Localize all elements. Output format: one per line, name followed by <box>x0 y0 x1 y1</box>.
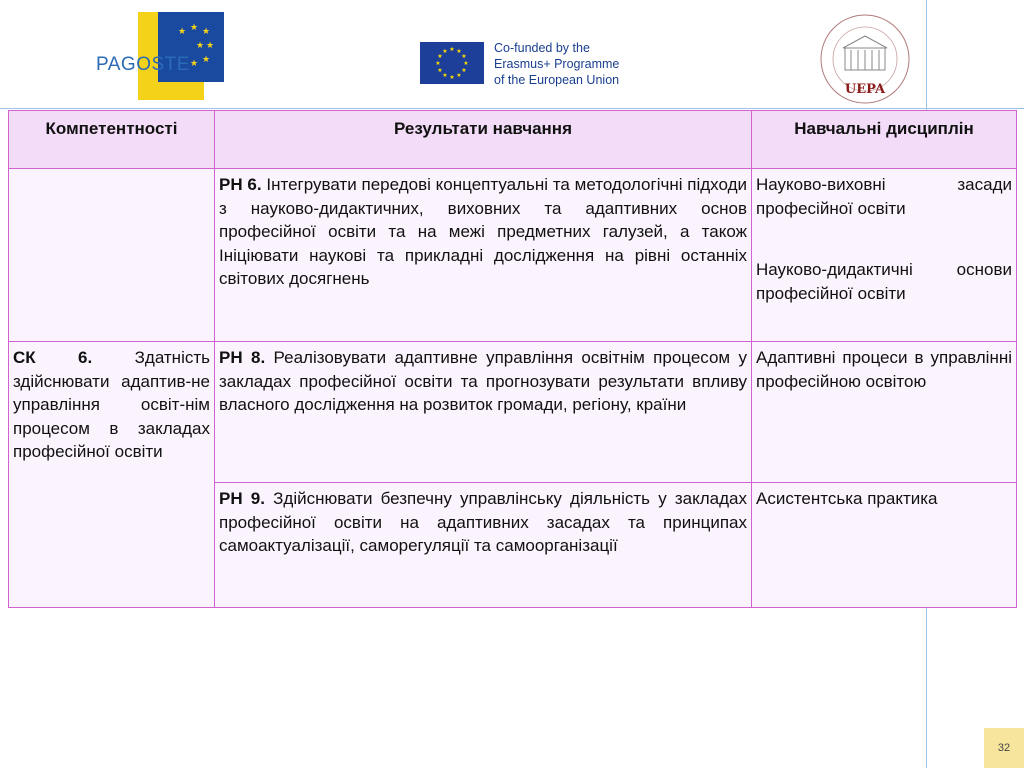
svg-text:★: ★ <box>442 48 448 55</box>
svg-text:★: ★ <box>206 41 215 51</box>
outcome-text: Інтегрувати передові концептуальні та методологічні підходи з науково-дидактичних, виховних та адаптивних основ професійної освіти та на межі предметних галузей, а також Ініціювати наукові та прикладні дослідження на рівні останніх світових досягнень <box>219 175 747 288</box>
eu-funding-statement <box>494 40 619 88</box>
outcome-text: Здійснювати безпечну управлінську діяльність у закладах професійної освіти на адаптивних засадах та принципах самоактуалізації, саморегуляції та самоорганізації <box>219 489 747 555</box>
svg-text:★: ★ <box>435 60 441 67</box>
svg-text:★: ★ <box>437 67 443 74</box>
page-number: 32 <box>984 728 1024 768</box>
header-learning-outcomes: Результати навчання <box>215 111 752 169</box>
discipline-item: Науково-виховні засади професійної освіти <box>756 175 1012 218</box>
disciplines-cell <box>752 483 1017 608</box>
outcome-code: РН 8. <box>219 348 266 367</box>
competence-text: Здатність здійснювати адаптив-не управління освіт-нім процесом в закладах професійної освіти <box>13 348 210 461</box>
competence-cell <box>9 342 215 608</box>
uepa-logo-text: UEPA <box>844 82 886 97</box>
svg-text:★: ★ <box>456 72 462 79</box>
svg-text:★: ★ <box>461 53 467 60</box>
outcome-code: РН 6. <box>219 175 262 194</box>
outcome-text: Реалізовувати адаптивне управління освітнім процесом у закладах професійної освіти та прогнозувати результати впливу власного дослідження на розвиток громади, регіону, країни <box>219 348 747 414</box>
svg-text:★: ★ <box>437 53 443 60</box>
decorative-horizontal-line <box>0 108 1024 109</box>
disciplines-cell <box>752 169 1017 342</box>
uepa-logo <box>818 12 912 106</box>
learning-outcome-cell <box>215 342 752 483</box>
spacer <box>756 220 1012 258</box>
eu-funding-line: Erasmus+ Programme <box>494 57 620 71</box>
competence-cell-empty <box>9 169 215 342</box>
eu-flag-icon <box>420 42 484 84</box>
header-disciplines: Навчальні дисциплін <box>752 111 1017 169</box>
svg-text:★: ★ <box>442 72 448 79</box>
learning-outcome-cell <box>215 483 752 608</box>
svg-text:★: ★ <box>449 46 455 53</box>
svg-text:★: ★ <box>461 67 467 74</box>
discipline-item: Адаптивні процеси в управлінні професійною освітою <box>756 348 1012 391</box>
svg-text:★: ★ <box>190 23 199 33</box>
pagoste-logo <box>96 12 228 102</box>
svg-text:★: ★ <box>202 27 211 37</box>
svg-text:★: ★ <box>463 60 469 67</box>
svg-text:★: ★ <box>190 59 199 69</box>
table-row <box>9 169 1017 342</box>
discipline-item: Науково-дидактичні основи професійної освіти <box>756 260 1012 303</box>
svg-text:★: ★ <box>456 48 462 55</box>
svg-text:★: ★ <box>449 74 455 81</box>
disciplines-cell <box>752 342 1017 483</box>
competence-code: СК 6. <box>13 348 93 367</box>
pagoste-logo-text: PAGOSTE <box>96 54 190 75</box>
discipline-item: Асистентська практика <box>756 489 938 508</box>
eu-funding-line: of the European Union <box>494 73 620 87</box>
learning-outcome-cell <box>215 169 752 342</box>
table-header-row <box>9 111 1017 169</box>
header-competencies: Компетентності <box>9 111 215 169</box>
eu-funding-line: Co-funded by the <box>494 41 590 55</box>
competencies-table <box>8 110 1017 608</box>
svg-text:★: ★ <box>196 41 205 51</box>
svg-text:★: ★ <box>202 55 211 65</box>
table-row <box>9 342 1017 483</box>
outcome-code: РН 9. <box>219 489 265 508</box>
svg-text:★: ★ <box>178 27 187 37</box>
